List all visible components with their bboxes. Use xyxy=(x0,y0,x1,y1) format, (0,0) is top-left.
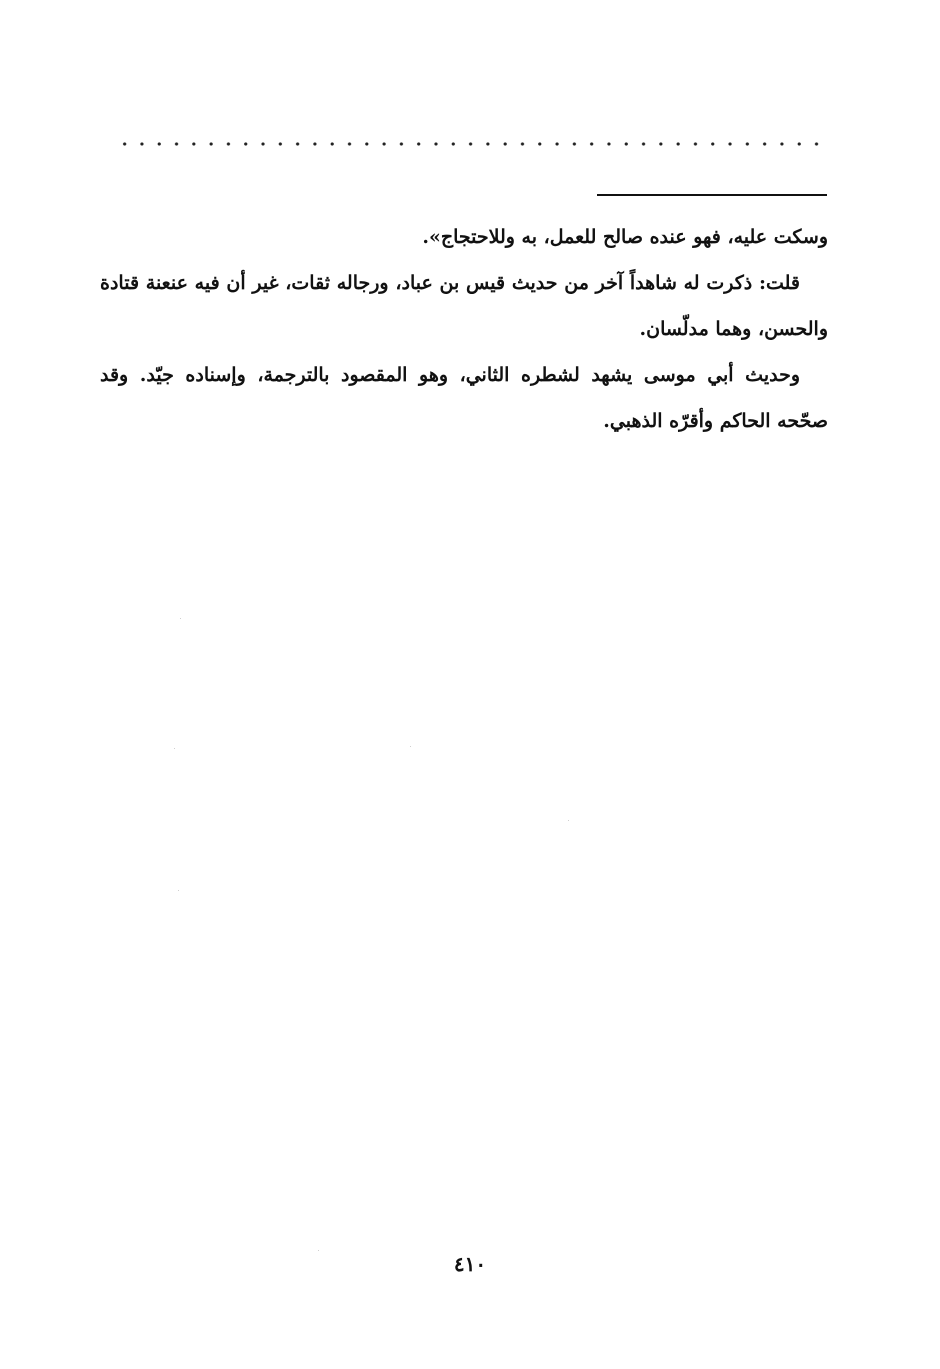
paragraph-3-text: وحديث أبي موسى يشهد لشطره الثاني، وهو المقصود بالترجمة، وإسناده جيّد. وقد صحّحه الحاكم وأقرّه الذهبي. xyxy=(100,364,828,432)
scan-speck xyxy=(568,820,569,821)
paragraph-1 xyxy=(100,214,828,260)
footnote-rule xyxy=(597,194,827,196)
page-number: ٤١٠ xyxy=(453,1252,487,1276)
paragraph-2 xyxy=(100,260,828,352)
scan-speck xyxy=(174,748,175,749)
paragraph-2-text: ذكرت له شاهداً آخر من حديث قيس بن عباد، ورجاله ثقات، غير أن فيه عنعنة قتادة والحسن، وهما مدلّسان. xyxy=(100,272,828,340)
dotted-separator xyxy=(112,140,830,148)
paragraph-2-label: قلت: xyxy=(758,272,800,294)
scan-speck xyxy=(178,890,179,891)
scan-speck xyxy=(180,618,181,619)
scan-speck xyxy=(410,746,411,747)
footnote-text xyxy=(100,214,828,444)
paragraph-1-text: وسكت عليه، فهو عنده صالح للعمل، به وللاحتجاج». xyxy=(422,226,828,248)
scan-speck xyxy=(318,1250,319,1251)
paragraph-3 xyxy=(100,352,828,444)
